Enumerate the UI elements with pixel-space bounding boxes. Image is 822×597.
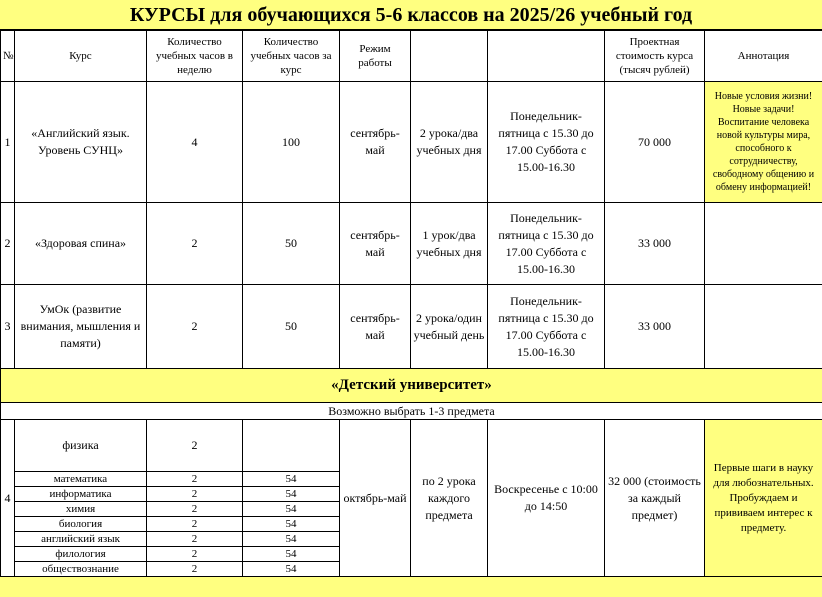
schedule: Воскресенье с 10:00 до 14:50 <box>488 420 605 577</box>
subject-hours-course: 54 <box>243 502 340 517</box>
subject-hours-course: 54 <box>243 562 340 577</box>
lessons: 1 урок/два учебных дня <box>411 203 488 285</box>
cost: 33 000 <box>605 203 705 285</box>
row-num: 3 <box>1 285 15 369</box>
subject-name: математика <box>15 472 147 487</box>
subject-name: информатика <box>15 487 147 502</box>
lessons: по 2 урока каждого предмета <box>411 420 488 577</box>
schedule: Понедельник-пятница с 15.30 до 17.00 Суббота с 15.00-16.30 <box>488 82 605 203</box>
subject-name: обществознание <box>15 562 147 577</box>
annotation <box>705 203 822 285</box>
hours-week: 2 <box>147 285 243 369</box>
section-title: «Детский университет» <box>1 369 822 403</box>
annotation: Первые шаги в науку для любознательных. Пробуждаем и прививаем интерес к предмету. <box>705 420 822 577</box>
hours-week: 4 <box>147 82 243 203</box>
subject-hours-course: 54 <box>243 517 340 532</box>
subject-hours-week: 2 <box>147 517 243 532</box>
course-row-3 <box>1 285 822 369</box>
cost: 32 000 (стоимость за каждый предмет) <box>605 420 705 577</box>
header-hours-week: Количество учебных часов в неделю <box>147 31 243 82</box>
subject-hours-week: 2 <box>147 547 243 562</box>
subject-hours-course: 54 <box>243 472 340 487</box>
subject-name: химия <box>15 502 147 517</box>
cost: 70 000 <box>605 82 705 203</box>
section-note: Возможно выбрать 1-3 предмета <box>1 403 822 420</box>
subject-name: английский язык <box>15 532 147 547</box>
work-mode: сентябрь-май <box>340 82 411 203</box>
header-annotation: Аннотация <box>705 31 822 82</box>
course-name: УмОк (развитие внимания, мышления и памяти) <box>15 285 147 369</box>
work-mode: октябрь-май <box>340 420 411 577</box>
hours-course: 50 <box>243 203 340 285</box>
courses-table <box>0 30 822 577</box>
lessons: 2 урока/один учебный день <box>411 285 488 369</box>
course-name: «Здоровая спина» <box>15 203 147 285</box>
work-mode: сентябрь-май <box>340 203 411 285</box>
subject-name: филология <box>15 547 147 562</box>
row-num: 2 <box>1 203 15 285</box>
hours-course: 50 <box>243 285 340 369</box>
course-name: «Английский язык. Уровень СУНЦ» <box>15 82 147 203</box>
subject-hours-week: 2 <box>147 562 243 577</box>
cost: 33 000 <box>605 285 705 369</box>
subject-row <box>1 420 822 472</box>
annotation <box>705 285 822 369</box>
subject-name: физика <box>15 420 147 472</box>
schedule: Понедельник-пятница с 15.30 до 17.00 Суббота с 15.00-16.30 <box>488 285 605 369</box>
hours-course: 100 <box>243 82 340 203</box>
subject-hours-week: 2 <box>147 502 243 517</box>
subject-hours-week: 2 <box>147 472 243 487</box>
course-row-1 <box>1 82 822 203</box>
lessons: 2 урока/два учебных дня <box>411 82 488 203</box>
section-note-row <box>1 403 822 420</box>
header-mode: Режим работы <box>340 31 411 82</box>
subject-hours-week: 2 <box>147 532 243 547</box>
course-row-2 <box>1 203 822 285</box>
subject-hours-week: 2 <box>147 487 243 502</box>
subject-name: биология <box>15 517 147 532</box>
header-hours-course: Количество учебных часов за курс <box>243 31 340 82</box>
subject-hours-week: 2 <box>147 420 243 472</box>
header-course: Курс <box>15 31 147 82</box>
section-row <box>1 369 822 403</box>
row-num: 1 <box>1 82 15 203</box>
subject-hours-course <box>243 420 340 472</box>
page-title: КУРСЫ для обучающихся 5-6 классов на 2025/26 учебный год <box>0 0 822 30</box>
subject-hours-course: 54 <box>243 532 340 547</box>
annotation: Новые условия жизни! Новые задачи! Воспитание человека новой культуры мира, способного к сотрудничеству, свободному общению и обмену информацией! <box>705 82 822 203</box>
work-mode: сентябрь-май <box>340 285 411 369</box>
header-cost: Проектная стоимость курса (тысяч рублей) <box>605 31 705 82</box>
subject-hours-course: 54 <box>243 547 340 562</box>
hours-week: 2 <box>147 203 243 285</box>
schedule: Понедельник-пятница с 15.30 до 17.00 Суббота с 15.00-16.30 <box>488 203 605 285</box>
header-col6 <box>411 31 488 82</box>
subject-hours-course: 54 <box>243 487 340 502</box>
header-num: № <box>1 31 15 82</box>
header-col7 <box>488 31 605 82</box>
row-num: 4 <box>1 420 15 577</box>
header-row <box>1 31 822 82</box>
